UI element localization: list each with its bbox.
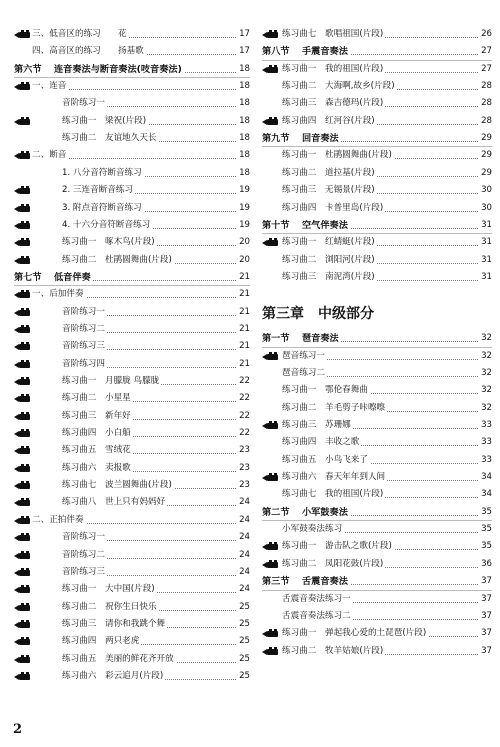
audio-track-icon xyxy=(14,551,30,561)
toc-entry-title: 第十节 空气伴奏法 xyxy=(262,219,348,231)
audio-track-icon xyxy=(14,446,30,456)
toc-page-number: 19 xyxy=(237,217,250,234)
audio-track-icon xyxy=(14,516,30,526)
toc-page-number: 20 xyxy=(237,252,250,269)
toc-entry xyxy=(14,321,250,338)
toc-page-number: 25 xyxy=(237,599,250,616)
toc-entry-title: 三、低音区的练习 花 xyxy=(32,29,127,39)
toc-page-number: 28 xyxy=(479,113,492,130)
toc-entry-title: 第九节 回音奏法 xyxy=(262,133,339,145)
toc-entry-title: 琶音练习一 xyxy=(282,350,325,361)
toc-entry-title: 练习曲七 波兰圆舞曲(片段) xyxy=(62,480,172,491)
toc-entry-title: 练习曲四 丰收之歌 xyxy=(282,437,360,448)
toc-entry xyxy=(14,147,250,164)
toc-entry-title: 练习曲一 月朦胧 鸟朦胧 xyxy=(62,376,160,386)
audio-track-icon xyxy=(14,325,30,335)
toc-entry-title: 练习曲二 大海啊,故乡(片段) xyxy=(282,81,395,92)
toc-entry-title: 四、高音区的练习 扬基歌 xyxy=(32,46,144,57)
toc-entry-title: 练习曲三 南泥湾(片段) xyxy=(282,271,375,282)
toc-page-number: 32 xyxy=(479,348,492,365)
audio-track-icon xyxy=(262,352,278,362)
toc-entry-title: 练习曲四 两只老虎 xyxy=(62,636,140,647)
toc-page-number: 28 xyxy=(479,78,492,95)
toc-entry-title: 音阶练习一 xyxy=(62,98,105,109)
toc-entry xyxy=(262,400,492,417)
audio-track-icon xyxy=(262,629,278,639)
toc-entry xyxy=(14,668,250,685)
toc-page-number: 19 xyxy=(237,182,250,199)
audio-track-icon xyxy=(14,464,30,474)
toc-page-number: 30 xyxy=(479,182,492,199)
toc-entry xyxy=(262,417,492,434)
toc-page-number: 37 xyxy=(479,608,492,625)
toc-entry-title: 第七节 低音伴奏 xyxy=(14,271,91,283)
toc-page-number: 35 xyxy=(479,521,492,538)
audio-track-icon xyxy=(14,360,30,370)
toc-section-heading xyxy=(262,330,492,347)
toc-entry-title: 练习曲七 歌唱祖国(片段) xyxy=(282,29,384,39)
toc-page-number: 22 xyxy=(237,408,250,425)
toc-section-heading xyxy=(262,504,492,521)
toc-page-number: 18 xyxy=(237,113,250,130)
audio-track-icon xyxy=(14,585,30,595)
toc-entry-title: 练习曲二 友谊地久天长 xyxy=(62,133,157,144)
toc-page-number: 18 xyxy=(237,78,250,95)
toc-entry xyxy=(262,365,492,382)
toc-entry xyxy=(14,512,250,529)
toc-entry xyxy=(262,61,492,78)
toc-section-heading xyxy=(14,61,250,78)
toc-entry-title: 练习曲一 大中国(片段) xyxy=(62,584,155,595)
toc-entry-title: 练习曲二 羊毛剪子咔嚓嚓 xyxy=(282,402,386,413)
toc-entry xyxy=(14,113,250,130)
toc-page-number: 24 xyxy=(237,581,250,598)
toc-entry xyxy=(14,286,250,303)
toc-page-number: 25 xyxy=(237,633,250,650)
toc-entry xyxy=(262,452,492,469)
toc-page-number: 26 xyxy=(479,26,492,43)
toc-entry xyxy=(262,591,492,608)
toc-entry xyxy=(14,200,250,217)
toc-page-number: 25 xyxy=(237,668,250,685)
toc-entry xyxy=(14,477,250,494)
toc-page-number: 22 xyxy=(237,390,250,407)
toc-section-heading xyxy=(262,217,492,234)
toc-entry xyxy=(262,234,492,251)
toc-page-number: 21 xyxy=(237,269,250,286)
audio-track-icon xyxy=(14,568,30,578)
toc-entry-title: 舌震音奏法练习二 xyxy=(282,610,351,621)
toc-page-number: 23 xyxy=(237,460,250,477)
toc-page-number: 24 xyxy=(237,564,250,581)
toc-entry-title: 练习曲三 无锡景(片段) xyxy=(282,185,375,196)
toc-entry xyxy=(14,460,250,477)
toc-entry xyxy=(262,269,492,286)
toc-entry-title: 练习曲一 我的祖国(片段) xyxy=(282,63,384,74)
toc-entry-title: 4. 十六分音符断音练习 xyxy=(62,219,151,230)
page-number: 2 xyxy=(13,722,23,737)
audio-track-icon xyxy=(14,672,30,682)
audio-track-icon xyxy=(14,394,30,404)
chapter-heading: 第三章 中级部分 xyxy=(262,306,374,323)
audio-track-icon xyxy=(14,221,30,231)
toc-entry-title: 练习曲二 杜鹃圆舞曲(片段) xyxy=(62,254,172,265)
toc-entry-title: 小军鼓奏法练习 xyxy=(282,524,343,535)
toc-entry-title: 2. 三连音断音练习 xyxy=(62,185,134,196)
toc-entry-title: 练习曲三 请你和我跳个舞 xyxy=(62,618,166,629)
toc-entry xyxy=(14,581,250,598)
toc-page-number: 32 xyxy=(479,330,492,347)
toc-entry-title: 3. 附点音符断音练习 xyxy=(62,202,142,213)
toc-page-number: 34 xyxy=(479,469,492,486)
audio-track-icon xyxy=(14,412,30,422)
toc-entry-title: 第一节 琶音奏法 xyxy=(262,333,339,345)
toc-entry-title: 练习曲二 牧羊姑娘(片段) xyxy=(282,645,384,656)
toc-page-number: 33 xyxy=(479,452,492,469)
toc-page-number: 21 xyxy=(237,304,250,321)
toc-entry-title: 1. 八分音符断音练习 xyxy=(62,167,142,178)
toc-entry-title: 练习曲五 美丽的鲜花齐开放 xyxy=(62,653,174,664)
toc-entry-title: 第三节 舌震音奏法 xyxy=(262,576,348,588)
toc-entry xyxy=(262,643,492,660)
toc-entry-title: 第八节 手震音奏法 xyxy=(262,46,348,58)
toc-entry xyxy=(14,95,250,112)
toc-entry-title: 练习曲二 小星星 xyxy=(62,393,131,404)
toc-entry xyxy=(14,599,250,616)
toc-entry xyxy=(262,521,492,538)
toc-page-number: 34 xyxy=(479,486,492,503)
audio-track-icon xyxy=(14,498,30,508)
toc-page-number: 25 xyxy=(237,651,250,668)
toc-entry-title: 琶音练习二 xyxy=(282,367,325,378)
toc-page-number: 21 xyxy=(237,286,250,303)
toc-entry-title: 音阶练习三 xyxy=(62,341,105,352)
toc-entry xyxy=(14,26,250,43)
toc-section-heading xyxy=(262,573,492,590)
toc-page-number: 32 xyxy=(479,382,492,399)
audio-track-icon xyxy=(14,308,30,318)
audio-track-icon xyxy=(262,542,278,552)
toc-entry-title: 舌震音奏法练习一 xyxy=(282,593,351,604)
audio-track-icon xyxy=(262,560,278,570)
toc-entry xyxy=(262,382,492,399)
toc-entry xyxy=(262,113,492,130)
audio-track-icon xyxy=(14,290,30,300)
toc-entry xyxy=(14,529,250,546)
toc-entry xyxy=(14,494,250,511)
toc-entry xyxy=(262,78,492,95)
toc-entry-title: 练习曲二 浏阳河(片段) xyxy=(282,254,375,265)
toc-entry xyxy=(14,633,250,650)
toc-entry-title: 练习曲三 森吉德玛(片段) xyxy=(282,98,384,109)
toc-page-number: 24 xyxy=(237,494,250,511)
toc-entry-title: 音阶练习二 xyxy=(62,323,105,334)
toc-entry-title: 练习曲七 我的祖国(片段) xyxy=(282,489,384,500)
toc-entry-title: 练习曲三 苏珊娜 xyxy=(282,420,351,430)
toc-entry xyxy=(262,486,492,503)
toc-page-number: 32 xyxy=(479,400,492,417)
toc-entry-title: 练习曲二 祝你生日快乐 xyxy=(62,601,157,612)
toc-page-number: 31 xyxy=(479,217,492,234)
audio-track-icon xyxy=(262,65,278,75)
toc-entry xyxy=(262,608,492,625)
toc-entry xyxy=(262,147,492,164)
toc-page-number: 22 xyxy=(237,425,250,442)
toc-entry-title: 练习曲六 卖报歌 xyxy=(62,462,131,473)
toc-entry-title: 一、后加伴奏 xyxy=(32,289,84,300)
toc-entry xyxy=(262,252,492,269)
toc-page-number: 17 xyxy=(237,43,250,60)
toc-page-number: 37 xyxy=(479,625,492,642)
toc-page-number: 32 xyxy=(479,365,492,382)
audio-track-icon xyxy=(14,429,30,439)
toc-entry-title: 练习曲三 新年好 xyxy=(62,410,131,421)
toc-entry xyxy=(14,442,250,459)
toc-entry-title: 练习曲六 彩云追月(片段) xyxy=(62,670,164,681)
toc-entry-title: 第六节 连音奏法与断音奏法(吱音奏法) xyxy=(14,63,182,75)
toc-page-number: 35 xyxy=(479,538,492,555)
toc-entry xyxy=(14,78,250,95)
toc-page-number: 33 xyxy=(479,434,492,451)
toc-entry-title: 第二节 小军鼓奏法 xyxy=(262,506,348,518)
toc-page-number: 22 xyxy=(237,373,250,390)
audio-track-icon xyxy=(14,603,30,613)
toc-section-heading xyxy=(262,130,492,147)
toc-page-number: 35 xyxy=(479,504,492,521)
toc-entry xyxy=(262,95,492,112)
toc-entry xyxy=(14,547,250,564)
toc-entry xyxy=(14,130,250,147)
toc-page-number: 37 xyxy=(479,573,492,590)
toc-page-number: 18 xyxy=(237,61,250,78)
toc-entry-title: 音阶练习一 xyxy=(62,306,105,317)
toc-entry xyxy=(14,616,250,633)
toc-page-number: 36 xyxy=(479,556,492,573)
toc-entry xyxy=(14,564,250,581)
toc-page-number: 27 xyxy=(479,43,492,60)
toc-page-number: 29 xyxy=(479,147,492,164)
toc-entry-title: 练习曲一 弹起我心爱的土琵琶(片段) xyxy=(282,628,427,639)
toc-page-number: 24 xyxy=(237,512,250,529)
toc-entry-title: 练习曲五 雪绒花 xyxy=(62,445,131,456)
toc-entry xyxy=(262,538,492,555)
audio-track-icon xyxy=(14,342,30,352)
toc-entry xyxy=(14,373,250,390)
toc-entry xyxy=(262,200,492,217)
toc-entry xyxy=(14,356,250,373)
toc-page-number: 18 xyxy=(237,95,250,112)
toc-entry xyxy=(262,625,492,642)
audio-track-icon xyxy=(14,533,30,543)
toc-page-number: 30 xyxy=(479,200,492,217)
toc-entry xyxy=(14,182,250,199)
toc-entry xyxy=(262,182,492,199)
toc-page-number: 19 xyxy=(237,200,250,217)
audio-track-icon xyxy=(262,30,278,40)
audio-track-icon xyxy=(14,117,30,127)
toc-entry-title: 练习曲五 小鸟飞来了 xyxy=(282,454,368,465)
toc-entry-title: 练习曲一 梁祝(片段) xyxy=(62,115,147,126)
toc-page-number: 31 xyxy=(479,234,492,251)
toc-entry xyxy=(262,556,492,573)
toc-page-number: 31 xyxy=(479,269,492,286)
toc-entry-title: 练习曲二 凤阳花鼓(片段) xyxy=(282,558,384,569)
toc-entry-title: 练习曲一 游击队之歌(片段) xyxy=(282,541,392,552)
audio-track-icon xyxy=(14,82,30,92)
toc-section-heading xyxy=(14,269,250,286)
audio-track-icon xyxy=(14,151,30,161)
toc-entry xyxy=(14,408,250,425)
toc-page-number: 23 xyxy=(237,442,250,459)
toc-page-number: 18 xyxy=(237,147,250,164)
toc-entry xyxy=(262,348,492,365)
toc-entry xyxy=(262,434,492,451)
audio-track-icon xyxy=(14,377,30,387)
toc-page-number: 27 xyxy=(479,61,492,78)
audio-track-icon xyxy=(262,647,278,657)
toc-entry-title: 练习曲八 世上只有妈妈好 xyxy=(62,497,166,508)
toc-page-number: 21 xyxy=(237,356,250,373)
toc-entry xyxy=(14,390,250,407)
toc-page-number: 20 xyxy=(237,234,250,251)
toc-entry-title: 练习曲四 卡普里岛(片段) xyxy=(282,202,384,213)
audio-track-icon xyxy=(14,204,30,214)
toc-entry xyxy=(14,425,250,442)
toc-page-number: 23 xyxy=(237,477,250,494)
audio-track-icon xyxy=(262,117,278,127)
toc-entry xyxy=(14,234,250,251)
audio-track-icon xyxy=(14,655,30,665)
toc-page-number: 29 xyxy=(479,165,492,182)
toc-page-number: 18 xyxy=(237,130,250,147)
audio-track-icon xyxy=(14,637,30,647)
toc-page-number: 37 xyxy=(479,643,492,660)
toc-entry-title: 一、连音 xyxy=(32,81,67,92)
toc-entry-title: 练习曲六 春天年年到人间 xyxy=(282,472,386,483)
toc-page-number: 24 xyxy=(237,529,250,546)
toc-entry-title: 练习曲一 杜鹃圆舞曲(片段) xyxy=(282,150,392,161)
toc-page-number: 17 xyxy=(237,26,250,43)
toc-page-number: 24 xyxy=(237,547,250,564)
toc-entry-title: 二、正拍伴奏 xyxy=(32,514,84,525)
audio-track-icon xyxy=(14,620,30,630)
toc-entry xyxy=(262,26,492,43)
audio-track-icon xyxy=(14,238,30,248)
toc-entry-title: 练习曲一 啄木鸟(片段) xyxy=(62,237,155,248)
toc-entry xyxy=(14,165,250,182)
toc-page-number: 33 xyxy=(479,417,492,434)
toc-entry-title: 练习曲二 道拉基(片段) xyxy=(282,167,375,178)
toc-page-number: 31 xyxy=(479,252,492,269)
audio-track-icon xyxy=(262,473,278,483)
toc-entry-title: 音阶练习三 xyxy=(62,566,105,577)
toc-entry-title: 音阶练习二 xyxy=(62,549,105,560)
toc-entry-title: 练习曲四 红河谷(片段) xyxy=(282,115,375,126)
toc-entry xyxy=(14,252,250,269)
toc-section-heading xyxy=(262,43,492,60)
audio-track-icon xyxy=(14,256,30,266)
toc-page-number: 21 xyxy=(237,321,250,338)
audio-track-icon xyxy=(14,186,30,196)
toc-entry-title: 练习曲一 红蜻蜓(片段) xyxy=(282,237,375,248)
toc-page-number: 25 xyxy=(237,616,250,633)
toc-entry xyxy=(14,43,250,60)
toc-entry xyxy=(14,217,250,234)
toc-entry-title: 练习曲四 小白船 xyxy=(62,428,131,439)
audio-track-icon xyxy=(262,421,278,431)
toc-page-number: 37 xyxy=(479,591,492,608)
toc-entry-title: 练习曲一 鄂伦春舞曲 xyxy=(282,385,368,396)
toc-entry-title: 二、断音 xyxy=(32,150,67,161)
toc-page-number: 29 xyxy=(479,130,492,147)
toc-entry xyxy=(262,469,492,486)
toc-page-number: 18 xyxy=(237,165,250,182)
toc-entry-title: 音阶练习一 xyxy=(62,532,105,543)
toc-page-number: 28 xyxy=(479,95,492,112)
toc-entry xyxy=(262,165,492,182)
toc-entry xyxy=(14,338,250,355)
audio-track-icon xyxy=(14,30,30,40)
toc-entry xyxy=(14,304,250,321)
toc-page-number: 21 xyxy=(237,338,250,355)
audio-track-icon xyxy=(14,481,30,491)
audio-track-icon xyxy=(262,238,278,248)
toc-entry-title: 音阶练习四 xyxy=(62,358,105,369)
toc-entry xyxy=(14,651,250,668)
